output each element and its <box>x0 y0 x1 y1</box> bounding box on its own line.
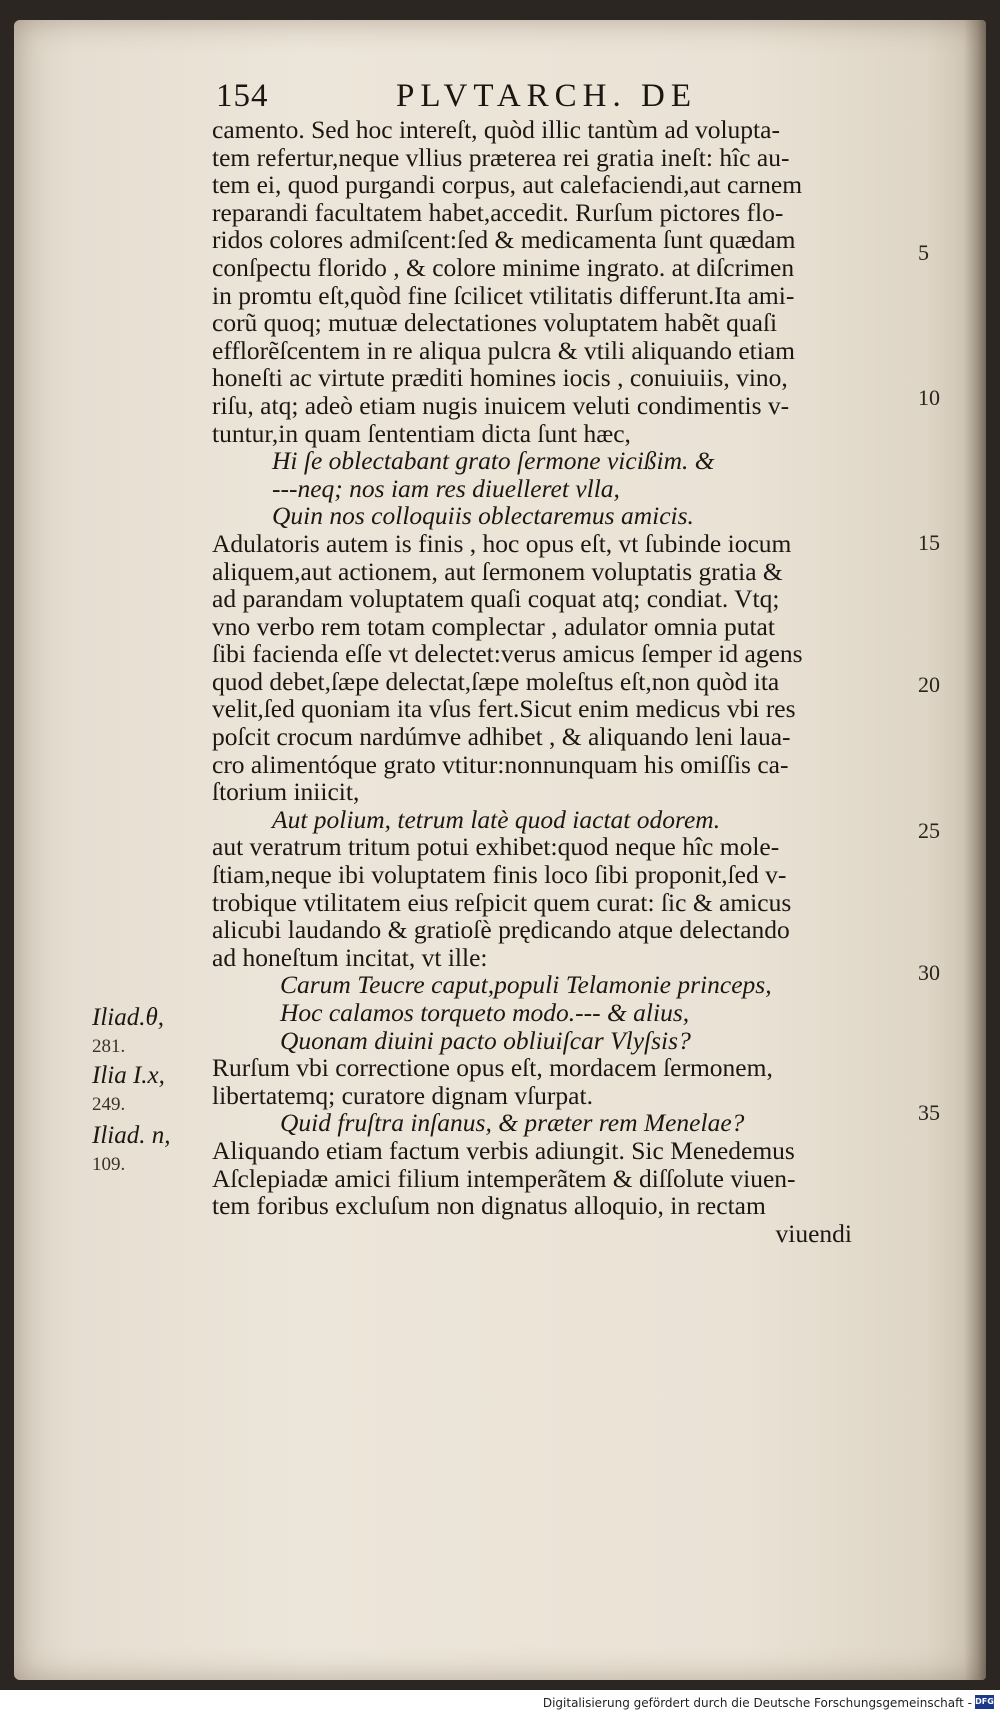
line-number: 10 <box>918 385 940 410</box>
text-line: reparandi facultatem habet,accedit. Rurſum pictores flo- <box>212 197 784 227</box>
text-line: conſpectu florido , & colore minime ingrato. at diſcrimen <box>212 252 795 282</box>
text-line: tem foribus excluſum non dignatus alloquio, in rectam <box>212 1191 766 1221</box>
text-line: quod debet,ſæpe delectat,ſæpe moleſtus eſt,non quòd ita <box>212 666 780 696</box>
dfg-logo-icon: DFG <box>975 1695 994 1709</box>
margin-note-line-ref: 109. <box>92 1154 126 1175</box>
text-line: ſtorium iniicit, <box>212 777 360 807</box>
text-line: trobique vtilitatem eius reſpicit quem curat: ſic & amicus <box>212 887 792 917</box>
main-text-block <box>212 116 852 1247</box>
text-line: libertatemq; curatore dignam vſurpat. <box>212 1080 593 1110</box>
text-line: efflorẽſcentem in re aliqua pulcra & vtili aliquando etiam <box>212 335 795 365</box>
text-line: riſu, atq; adeò etiam nugis inuicem veluti condimentis v- <box>212 390 790 420</box>
margin-note-citation: Iliad.θ, <box>92 1004 164 1031</box>
verse-line: Hi ſe oblectabant grato ſermone vicißim. & <box>272 446 715 476</box>
verse-line: Quid fruſtra inſanus, & præter rem Menelae? <box>280 1108 745 1138</box>
verse-line: Quonam diuini pacto obliuiſcar Vlyſsis? <box>280 1025 691 1055</box>
verse-line: Quin nos colloquiis oblectaremus amicis. <box>272 501 694 531</box>
text-line: honeſti ac virtute præditi homines iocis , conuiuiis, vino, <box>212 363 788 393</box>
text-line: aliquem,aut actionem, aut ſermonem voluptatis gratia & <box>212 556 783 586</box>
margin-note-line-ref: 281. <box>92 1036 126 1057</box>
text-line: Rurſum vbi correctione opus eſt, mordacem ſermonem, <box>212 1053 773 1083</box>
verse-line: ---neq; nos iam res diuelleret vlla, <box>272 473 620 503</box>
text-line: vno verbo rem totam complectar , adulator omnia putat <box>212 611 775 641</box>
text-line: tem ei, quod purgandi corpus, aut calefaciendi,aut carnem <box>212 170 803 200</box>
text-line: ad honeſtum incitat, vt ille: <box>212 942 488 972</box>
line-number: 20 <box>918 672 940 697</box>
text-line: viuendi <box>775 1218 852 1248</box>
margin-note-citation: Ilia I.x, <box>92 1062 165 1089</box>
text-line: Aliquando etiam factum verbis adiungit. Sic Menedemus <box>212 1135 795 1165</box>
text-line: cro alimentóque grato vtitur:nonnunquam his omiſſis ca- <box>212 749 789 779</box>
text-line: alicubi laudando & gratioſè prędicando atque delectando <box>212 915 790 945</box>
line-number: 15 <box>918 530 940 555</box>
text-line: aut veratrum tritum potui exhibet:quod neque hîc mole- <box>212 832 780 862</box>
verse-line: Hoc calamos torqueto modo.--- & alius, <box>280 998 690 1027</box>
text-line: poſcit crocum nardúmve adhibet , & aliquando leni laua- <box>212 722 791 752</box>
line-number: 30 <box>918 960 940 985</box>
text-line: camento. Sed hoc intereſt, quòd illic tantùm ad volupta- <box>212 115 780 144</box>
margin-note-line-ref: 249. <box>92 1094 126 1115</box>
verse-line: Aut polium, tetrum latè quod iactat odorem. <box>272 804 721 834</box>
page-number: 154 <box>216 78 269 114</box>
text-line: corũ quoq; mutuæ delectationes voluptatem habẽt quaſi <box>212 308 778 338</box>
digitization-footer <box>0 1690 1000 1717</box>
text-line: tuntur,in quam ſententiam dicta ſunt hæc, <box>212 418 631 448</box>
text-line: Aſclepiadæ amici filium intemperãtem & diſſolute viuen- <box>212 1163 796 1193</box>
line-number: 35 <box>918 1100 940 1125</box>
margin-note-citation: Iliad. n, <box>92 1122 171 1149</box>
text-line: velit,ſed quoniam ita vſus fert.Sicut enim medicus vbi res <box>212 694 796 724</box>
footer-credit: Digitalisierung gefördert durch die Deutsche Forschungsgemeinschaft - <box>542 1696 972 1710</box>
line-number: 25 <box>918 818 940 843</box>
text-line: tem refertur,neque vllius præterea rei gratia ineſt: hîc au- <box>212 142 790 172</box>
text-line: Adulatoris autem is finis , hoc opus eſt, vt ſubinde iocum <box>212 528 792 558</box>
page-edge-shadow <box>964 20 986 1680</box>
text-line: in promtu eſt,quòd fine ſcilicet vtilitatis differunt.Ita ami- <box>212 280 795 310</box>
running-title: PLVTARCH. DE <box>396 78 698 114</box>
text-line: ridos colores admiſcent:ſed & medicamenta ſunt quædam <box>212 225 796 255</box>
text-line: ſibi facienda eſſe vt delectet:verus amicus ſemper id agens <box>212 639 803 669</box>
text-line: ſtiam,neque ibi voluptatem finis loco ſibi proponit,ſed v- <box>212 860 787 890</box>
verse-line: Carum Teucre caput,populi Telamonie princeps, <box>280 970 772 1000</box>
line-number: 5 <box>918 240 929 265</box>
text-line: ad parandam voluptatem quaſi coquat atq; condiat. Vtq; <box>212 584 780 614</box>
